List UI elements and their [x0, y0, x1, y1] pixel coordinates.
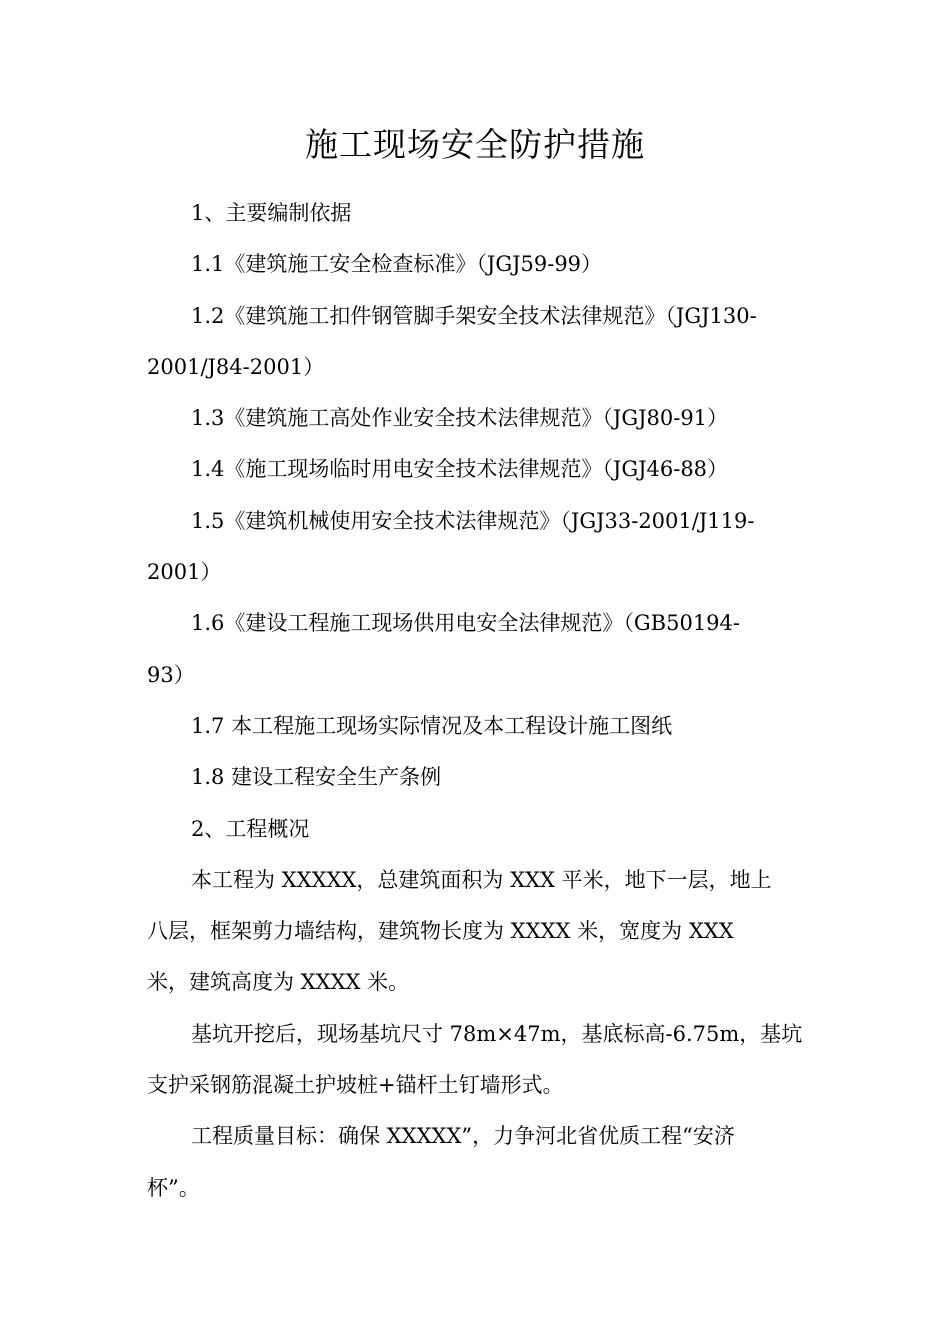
wrapped-line: 本工程为 XXXXX，总建筑面积为 XXX 平米，地下一层，地上: [191, 867, 772, 892]
wrapped-line: 2001/J84-2001）: [147, 354, 325, 379]
reference-item-1-1: 1.1《建筑施工安全检查标准》（JGJ59-99）: [191, 252, 603, 277]
wrapped-line: 支护采钢筋混凝土护坡桩+锚杆土钉墙形式。: [147, 1073, 564, 1098]
wrapped-line: 米，建筑高度为 XXXX 米。: [147, 970, 410, 995]
reference-item-1-3: 1.3《建筑施工高处作业安全技术法律规范》（JGJ80-91）: [191, 406, 729, 431]
reference-item-1-4: 1.4《施工现场临时用电安全技术法律规范》（JGJ46-88）: [191, 457, 729, 482]
wrapped-line: 93）: [147, 662, 195, 687]
wrapped-line: 八层，框架剪力墙结构，建筑物长度为 XXXX 米，宽度为 XXX: [147, 919, 734, 944]
wrapped-line: 1.2《建筑施工扣件钢管脚手架安全技术法律规范》（JGJ130-: [191, 303, 757, 328]
wrapped-line: 杯”。: [147, 1175, 200, 1200]
reference-item-1-8: 1.8 建设工程安全生产条例: [191, 765, 442, 790]
section-heading-overview: 2、工程概况: [191, 816, 310, 841]
document-body: [147, 188, 807, 1214]
reference-item-1-7: 1.7 本工程施工现场实际情况及本工程设计施工图纸: [191, 713, 673, 738]
wrapped-line: 1.5《建筑机械使用安全技术法律规范》（JGJ33-2001/J119-: [191, 508, 755, 533]
document-title: 施工现场安全防护措施: [305, 125, 645, 164]
wrapped-line: 2001）: [147, 560, 222, 585]
reference-item-1-5: [147, 496, 807, 599]
wrapped-line: 1.6《建设工程施工现场供用电安全法律规范》（GB50194-: [191, 611, 741, 636]
wrapped-line: 基坑开挖后，现场基坑尺寸 78m×47m，基底标高-6.75m，基坑: [191, 1021, 803, 1046]
overview-paragraph: [147, 855, 807, 1009]
reference-item-1-6: [147, 598, 807, 701]
wrapped-line: 工程质量目标：确保 XXXXX”，力争河北省优质工程“安济: [191, 1124, 735, 1149]
excavation-paragraph: [147, 1009, 807, 1112]
reference-item-1-2: [147, 291, 807, 394]
quality-goal-paragraph: [147, 1111, 807, 1214]
section-heading-basis: 1、主要编制依据: [191, 201, 352, 225]
